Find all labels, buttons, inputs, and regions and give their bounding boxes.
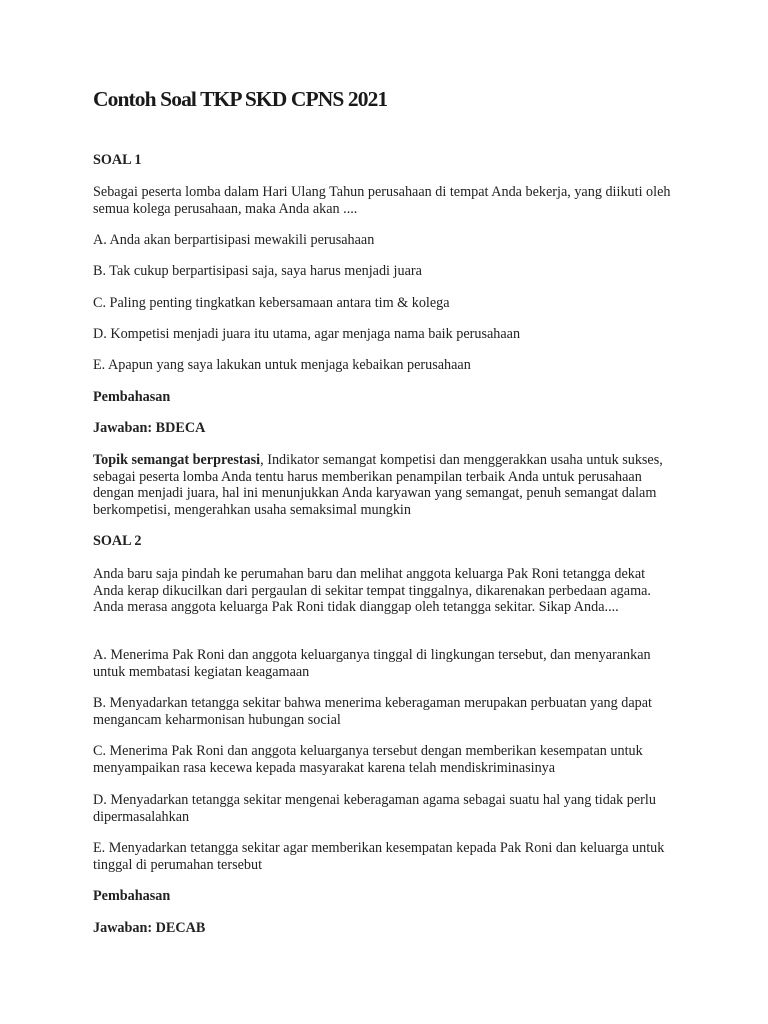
soal-1-question: Sebagai peserta lomba dalam Hari Ulang Tahun perusahaan di tempat Anda bekerja, yang diikuti oleh semua kolega perusahaan, maka Anda akan .... xyxy=(93,184,671,217)
explanation-topic: Topik semangat berprestasi xyxy=(93,452,261,468)
soal-1-option-b: B. Tak cukup berpartisipasi saja, saya harus menjadi juara xyxy=(93,263,422,279)
soal-2-option-e: E. Menyadarkan tetangga sekitar agar memberikan kesempatan kepada Pak Roni dan keluarga untuk tinggal di perumahan tersebut xyxy=(93,840,665,873)
soal-2-option-d: D. Menyadarkan tetangga sekitar mengenai keberagaman agama sebagai suatu hal yang tidak perlu dipermasalahkan xyxy=(93,792,656,825)
soal-1-option-d: D. Kompetisi menjadi juara itu utama, agar menjaga nama baik perusahaan xyxy=(93,326,521,342)
page-title: Contoh Soal TKP SKD CPNS 2021 xyxy=(93,87,388,111)
soal-1-option-e: E. Apapun yang saya lakukan untuk menjaga kebaikan perusahaan xyxy=(93,357,471,373)
soal-2-option-a: A. Menerima Pak Roni dan anggota keluarganya tinggal di lingkungan tersebut, dan menyarankan untuk membatasi kegiatan keagamaan xyxy=(93,647,651,680)
soal-1-option-c: C. Paling penting tingkatkan kebersamaan antara tim & kolega xyxy=(93,295,450,311)
soal-1-option-a: A. Anda akan berpartisipasi mewakili perusahaan xyxy=(93,232,375,248)
soal-1-heading: SOAL 1 xyxy=(93,152,142,168)
soal-2-option-b: B. Menyadarkan tetangga sekitar bahwa menerima keberagaman merupakan perbuatan yang dapat mengancam keharmonisan hubungan social xyxy=(93,695,652,728)
soal-2-heading: SOAL 2 xyxy=(93,533,142,549)
soal-1-explanation xyxy=(93,452,678,518)
soal-2-question: Anda baru saja pindah ke perumahan baru dan melihat anggota keluarga Pak Roni tetangga dekat Anda kerap dikucilkan dari pergaulan di sekitar tempat tinggalnya, dikarenakan perbedaan agama. Anda merasa anggota keluarga Pak Roni tidak dianggap oleh tetangga sekitar. Sikap Anda.... xyxy=(93,566,651,615)
soal-1-answer: Jawaban: BDECA xyxy=(93,420,206,436)
soal-2-answer: Jawaban: DECAB xyxy=(93,920,206,936)
soal-2-pembahasan-label: Pembahasan xyxy=(93,888,171,904)
soal-1-pembahasan-label: Pembahasan xyxy=(93,389,171,405)
explanation-text: , Indikator semangat kompetisi dan menggerakkan usaha untuk sukses, sebagai peserta lomba Anda tentu harus memberikan penampilan terbaik Anda untuk perusahaan dengan menjadi juara, hal ini menunjukkan Anda karyawan yang semangat, penuh semangat dalam berkompetisi, mengerahkan usaha semaksimal mungkin xyxy=(93,452,663,518)
soal-2-option-c: C. Menerima Pak Roni dan anggota keluarganya tersebut dengan memberikan kesempatan untuk menyampaikan rasa kecewa kepada masyarakat karena telah mendiskriminasinya xyxy=(93,743,643,776)
